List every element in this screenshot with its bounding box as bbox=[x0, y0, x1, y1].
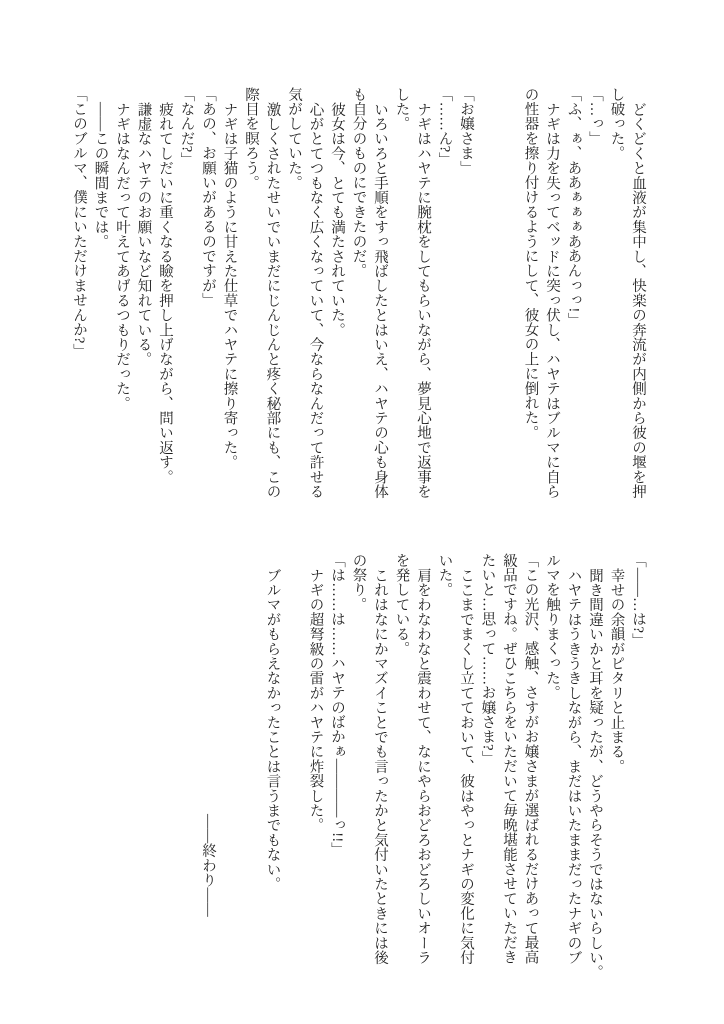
text-line: ナギはなんだって叶えてあげるつもりだった。 bbox=[114, 101, 130, 411]
text-line: も自分のものにできたのだ。 bbox=[350, 87, 367, 279]
text-line: どくどくと血液が集中し、快楽の奔流が内側から彼の堰を押 bbox=[630, 101, 646, 499]
text-line: 級品ですね。ぜひこちらをいただいて毎晩堪能させていただき bbox=[501, 553, 517, 965]
text-line: いた。 bbox=[436, 553, 453, 598]
text-line: 幸せの余韻がピタリと止まる。 bbox=[608, 567, 625, 774]
text-line: 「このブルマ、僕にいただけませんか?」 bbox=[71, 87, 87, 359]
text-line: ルマを触りまくった。 bbox=[544, 553, 560, 700]
text-line: 「お嬢さま」 bbox=[458, 87, 474, 176]
text-line: 「ふ、ぁ、ああぁぁぁああんっっ!」 bbox=[565, 87, 582, 328]
text-block-scene-1 bbox=[68, 87, 649, 498]
text-line: 彼女は今、とても満たされていた。 bbox=[329, 101, 345, 337]
text-line: した。 bbox=[393, 87, 410, 132]
text-line: の性器を擦り付けるようにして、彼女の上に倒れた。 bbox=[522, 87, 539, 440]
text-line: の祭り。 bbox=[350, 553, 367, 612]
text-line: 「この光沢、感触、さすがお嬢さまが選ばれるだけあって最高 bbox=[522, 553, 539, 965]
text-line: ナギの超弩級の雷がハヤテに炸裂した。 bbox=[307, 567, 324, 833]
text-line: ナギはハヤテに腕枕をしてもらいながら、夢見心地で返事を bbox=[415, 101, 431, 499]
blank-line bbox=[240, 553, 262, 979]
text-line: 疲れてしだいに重くなる瞼を押し上げながら、問い返す。 bbox=[157, 101, 173, 484]
text-line: 「……ん?」 bbox=[436, 87, 453, 168]
blank-line bbox=[283, 553, 305, 979]
text-line: 「は……は……ハヤテのばかぁ――――っ!!」 bbox=[329, 553, 345, 858]
text-line: たいと…思って……お嬢さま?」 bbox=[479, 553, 496, 766]
text-line: を発している。 bbox=[393, 553, 410, 656]
text-line: ここまでまくし立てておいて、彼はやっとナギの変化に気付 bbox=[458, 567, 474, 965]
text-line: ――この瞬間までは。 bbox=[92, 101, 109, 249]
text-line: ナギは子猫のように甘えた仕草でハヤテに擦り寄った。 bbox=[221, 101, 238, 469]
blank-line bbox=[218, 553, 240, 979]
text-line: ハヤテはうきうきしながら、まだはいたままだったナギのブ bbox=[565, 567, 582, 965]
text-line: 「なんだ?」 bbox=[178, 87, 195, 168]
text-line: ブルマがもらえなかったことは言うまでもない。 bbox=[264, 567, 281, 891]
text-line: これはなにかマズイことでも言ったかと気付いたときには後 bbox=[372, 567, 388, 965]
text-line: 激しくされたせいでいまだにじんじんと疼く秘部にも、この bbox=[264, 101, 281, 499]
text-line: ――終わり―― bbox=[200, 814, 216, 917]
text-line: 肩をわなわなと震わせて、なにやらおどろおどろしいオーラ bbox=[415, 567, 431, 965]
text-line: 気がしていた。 bbox=[286, 87, 302, 190]
text-line: 聞き間違いかと耳を疑ったが、どうやらそうではないらしい。 bbox=[587, 567, 603, 980]
blank-line bbox=[476, 87, 498, 498]
text-line: いろいろと手順をすっ飛ばしたとはいえ、ハヤテの心も身体 bbox=[372, 101, 388, 499]
text-line: 心がとてつもなく広くなっていて、今ならなんだって許せる bbox=[307, 101, 324, 499]
text-line: 謙虚なハヤテのお願いなど知れている。 bbox=[135, 101, 152, 367]
text-line: し破った。 bbox=[608, 87, 625, 161]
text-line: 「――…は?」 bbox=[630, 553, 646, 648]
text-line: 「あの、お願いがあるのですが」 bbox=[200, 87, 216, 308]
text-block-scene-2 bbox=[197, 553, 649, 979]
text-line: 「…っ」 bbox=[587, 87, 603, 146]
text-line: ナギは力を失ってベッドに突っ伏し、ハヤテはブルマに自ら bbox=[544, 101, 560, 499]
blank-line bbox=[498, 87, 520, 498]
text-line: 際目を瞑ろう。 bbox=[243, 87, 259, 190]
